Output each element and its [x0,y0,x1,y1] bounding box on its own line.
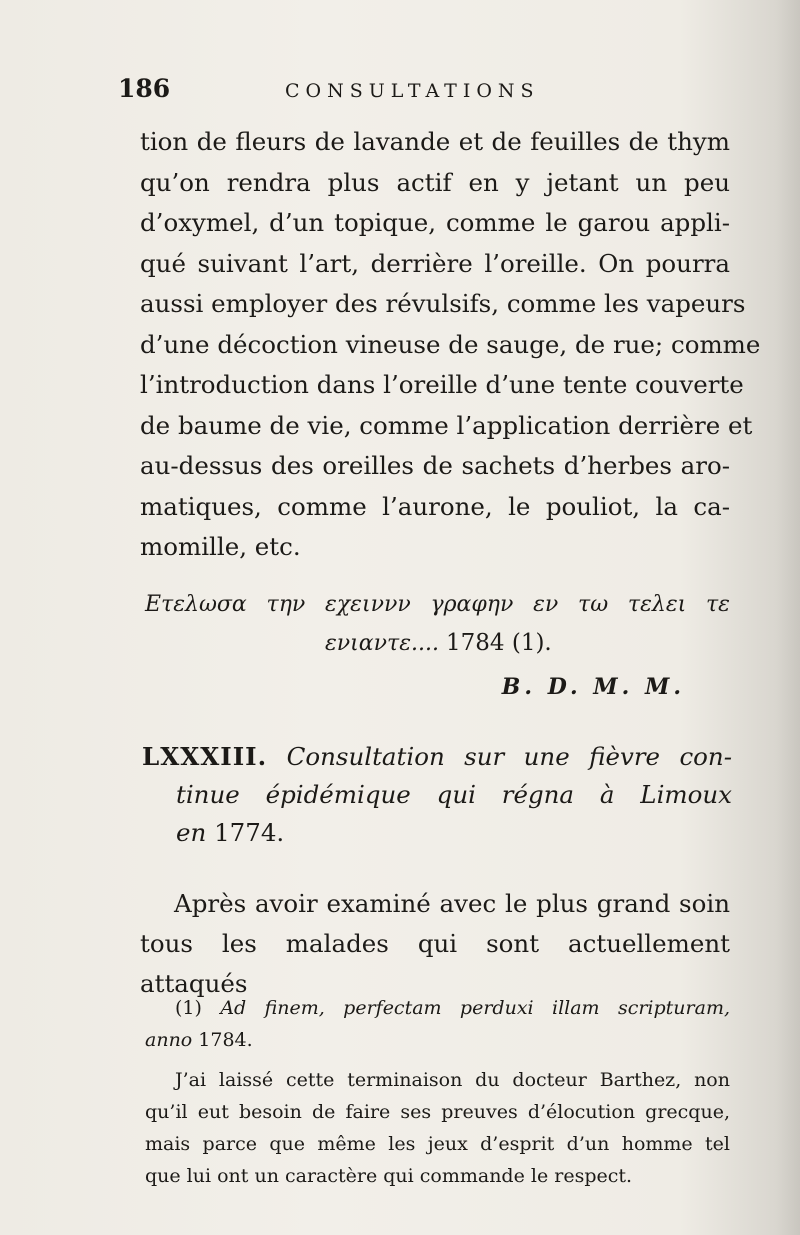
section-number: LXXXIII. [142,742,268,771]
section-title-line-1 [142,738,732,776]
text-line: matiques, comme l’aurone, le pouliot, la ca- [140,491,730,521]
footnote-latin-line-2 [145,1024,730,1056]
footnote [145,992,730,1192]
text-line: momille, etc. [140,532,301,561]
greek-line-2 [145,624,730,663]
footnote-line: J’ai laissé cette terminaison du docteur Barthez, non [175,1069,730,1091]
text-line: tous les malades qui sont actuellement attaqués [140,929,730,998]
footnote-year: 1784. [198,1029,253,1051]
running-head: CONSULTATIONS [285,80,540,102]
greek-colophon [145,586,730,663]
greek-line-1: Ετελωσα την εχειννν γραφην εν τω τελει τε [145,592,730,617]
footnote-anno: anno [145,1029,193,1051]
section-year: 1774. [214,818,285,847]
section-heading [142,738,732,852]
text-line: au-dessus des oreilles de sachets d’herbes aro- [140,451,730,480]
text-line: d’une décoction vineuse de sauge, de rue; comme [140,329,761,359]
main-paragraph [140,122,761,568]
footnote-line: mais parce que même les jeux d’esprit d’un homme tel [145,1133,730,1155]
second-paragraph [140,884,730,1004]
signature: B. D. M. M. [501,674,685,700]
text-line: aussi employer des révulsifs, comme les vapeurs [140,289,746,318]
page-header [110,74,710,114]
text-line: d’oxymel, d’un topique, comme le garou appli- [140,208,730,237]
text-line: tion de fleurs de lavande et de feuilles de thym [140,127,730,156]
section-title-text: Consultation sur une fièvre con- [286,742,732,771]
text-line: de baume de vie, comme l’application derrière et [140,410,753,440]
section-title-en: en [176,818,207,847]
greek-word: ενιαντε.... [325,631,439,656]
footnote-latin-text: Ad finem, perfectam perduxi illam scripturam, [220,997,731,1019]
footnote-line: qu’il eut besoin de faire ses preuves d’élocution grecque, [145,1101,730,1123]
section-title-line-2: tinue épidémique qui régna à Limoux [176,780,732,809]
text-line: l’introduction dans l’oreille d’une tente couverte [140,370,744,399]
section-title-line-3 [142,814,732,852]
footnote-line: que lui ont un caractère qui commande le respect. [145,1165,633,1187]
greek-year: 1784 (1). [446,630,552,656]
page-number: 186 [118,74,171,103]
text-line: qué suivant l’art, derrière l’oreille. On pourra [140,248,730,278]
text-line: Après avoir examiné avec le plus grand soin [174,889,730,918]
footnote-marker: (1) [175,997,202,1019]
footnote-latin-line-1 [145,992,730,1024]
text-line: qu’on rendra plus actif en y jetant un peu [140,167,730,197]
